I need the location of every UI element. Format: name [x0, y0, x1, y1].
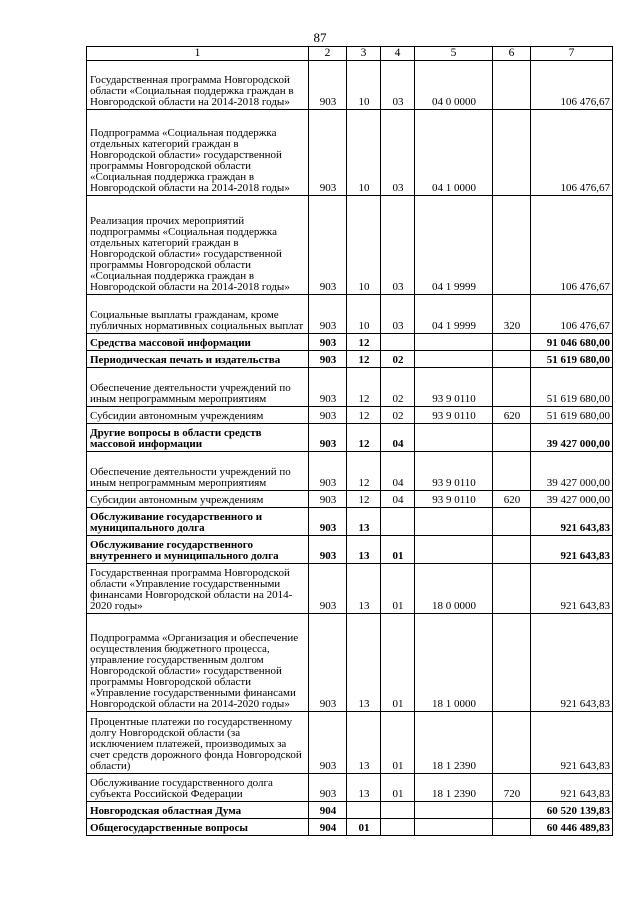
row-code-3: 13 — [347, 712, 381, 774]
row-name: Государственная программа Новгородской области «Управление государственными финансами Новгородской области на 2014-2020 годы» — [87, 564, 309, 614]
row-code-5: 18 1 0000 — [415, 614, 493, 712]
table-row — [87, 774, 613, 802]
row-code-3: 10 — [347, 110, 381, 196]
row-code-5: 04 1 0000 — [415, 110, 493, 196]
row-code-2: 903 — [309, 368, 347, 407]
row-code-2: 903 — [309, 61, 347, 110]
row-name: Субсидии автономным учреждениям — [87, 491, 309, 508]
row-code-6 — [493, 802, 531, 819]
row-amount: 51 619 680,00 — [531, 351, 613, 368]
row-code-2: 904 — [309, 802, 347, 819]
row-code-2: 903 — [309, 536, 347, 564]
table-row — [87, 536, 613, 564]
row-code-4: 01 — [381, 712, 415, 774]
row-amount: 106 476,67 — [531, 295, 613, 334]
row-code-3: 13 — [347, 536, 381, 564]
row-name: Обеспечение деятельности учреждений по иным непрограммным мероприятиям — [87, 452, 309, 491]
row-code-5: 93 9 0110 — [415, 368, 493, 407]
row-code-5: 93 9 0110 — [415, 407, 493, 424]
row-code-5 — [415, 351, 493, 368]
row-code-6 — [493, 614, 531, 712]
row-code-6: 620 — [493, 491, 531, 508]
row-code-5 — [415, 334, 493, 351]
row-code-3: 12 — [347, 351, 381, 368]
row-code-3: 10 — [347, 196, 381, 295]
header-cell: 7 — [531, 47, 613, 61]
row-code-4: 04 — [381, 424, 415, 452]
row-name: Обслуживание государственного долга субъекта Российской Федерации — [87, 774, 309, 802]
row-amount: 921 643,83 — [531, 536, 613, 564]
row-code-2: 903 — [309, 295, 347, 334]
row-code-2: 903 — [309, 614, 347, 712]
row-code-3: 12 — [347, 491, 381, 508]
row-amount: 921 643,83 — [531, 564, 613, 614]
row-name: Периодическая печать и издательства — [87, 351, 309, 368]
row-code-6 — [493, 351, 531, 368]
row-code-3: 12 — [347, 368, 381, 407]
header-cell: 2 — [309, 47, 347, 61]
table-row — [87, 452, 613, 491]
header-cell: 1 — [87, 47, 309, 61]
row-name: Процентные платежи по государственному долгу Новгородской области (за исключением платежей, производимых за счет средств дорожного фонда Новгородской области) — [87, 712, 309, 774]
row-code-4: 03 — [381, 295, 415, 334]
row-code-3: 10 — [347, 61, 381, 110]
row-code-6 — [493, 110, 531, 196]
row-code-5 — [415, 508, 493, 536]
row-code-2: 903 — [309, 491, 347, 508]
row-code-6: 620 — [493, 407, 531, 424]
row-name: Обеспечение деятельности учреждений по иным непрограммным мероприятиям — [87, 368, 309, 407]
row-code-3: 12 — [347, 334, 381, 351]
row-amount: 921 643,83 — [531, 614, 613, 712]
row-code-4: 03 — [381, 110, 415, 196]
row-amount: 60 520 139,83 — [531, 802, 613, 819]
row-code-2: 903 — [309, 452, 347, 491]
row-code-4 — [381, 508, 415, 536]
row-code-2: 903 — [309, 196, 347, 295]
row-code-2: 903 — [309, 334, 347, 351]
table-row — [87, 351, 613, 368]
table-row — [87, 564, 613, 614]
row-code-4: 02 — [381, 368, 415, 407]
table-row — [87, 295, 613, 334]
row-code-6: 320 — [493, 295, 531, 334]
row-code-6 — [493, 334, 531, 351]
row-code-5 — [415, 819, 493, 836]
row-amount: 60 446 489,83 — [531, 819, 613, 836]
row-code-4: 01 — [381, 564, 415, 614]
row-name: Другие вопросы в области средств массовой информации — [87, 424, 309, 452]
row-code-2: 904 — [309, 819, 347, 836]
header-cell: 5 — [415, 47, 493, 61]
row-code-4: 02 — [381, 351, 415, 368]
row-code-3: 12 — [347, 424, 381, 452]
row-name: Государственная программа Новгородской области «Социальная поддержка граждан в Новгородской области на 2014-2018 годы» — [87, 61, 309, 110]
table-row — [87, 491, 613, 508]
row-code-3 — [347, 802, 381, 819]
row-amount: 106 476,67 — [531, 61, 613, 110]
row-amount: 51 619 680,00 — [531, 407, 613, 424]
row-code-4: 01 — [381, 614, 415, 712]
table-row — [87, 407, 613, 424]
page-number: 87 — [313, 30, 327, 45]
table-row — [87, 424, 613, 452]
table-row — [87, 61, 613, 110]
row-amount: 39 427 000,00 — [531, 491, 613, 508]
row-name: Подпрограмма «Социальная поддержка отдельных категорий граждан в Новгородской области» государственной программы Новгородской области «Социальная поддержка граждан в Новгородской области на 2014-2018 годы» — [87, 110, 309, 196]
header-cell: 6 — [493, 47, 531, 61]
row-code-5: 18 0 0000 — [415, 564, 493, 614]
row-name: Обслуживание государственного и муниципального долга — [87, 508, 309, 536]
row-amount: 91 046 680,00 — [531, 334, 613, 351]
row-code-3: 13 — [347, 508, 381, 536]
row-amount: 39 427 000,00 — [531, 452, 613, 491]
row-name: Обслуживание государственного внутреннего и муниципального долга — [87, 536, 309, 564]
row-code-6 — [493, 536, 531, 564]
table-row — [87, 508, 613, 536]
table-row — [87, 614, 613, 712]
row-code-3: 13 — [347, 774, 381, 802]
row-code-5: 18 1 2390 — [415, 774, 493, 802]
row-code-5 — [415, 802, 493, 819]
row-code-2: 903 — [309, 110, 347, 196]
row-code-5: 04 1 9999 — [415, 295, 493, 334]
row-code-6: 720 — [493, 774, 531, 802]
row-name: Подпрограмма «Организация и обеспечение осуществления бюджетного процесса, управление государственным долгом Новгородской области» государственной программы Новгородской области «Управление государственными финансами Новгородской области на 2014-2020 годы» — [87, 614, 309, 712]
row-code-3: 13 — [347, 614, 381, 712]
table-row — [87, 110, 613, 196]
row-name: Общегосударственные вопросы — [87, 819, 309, 836]
row-name: Реализация прочих мероприятий подпрограммы «Социальная поддержка отдельных категорий граждан в Новгородской области» государственной программы Новгородской области «Социальная поддержка граждан в Новгородской области на 2014-2018 годы» — [87, 196, 309, 295]
row-code-4 — [381, 819, 415, 836]
header-cell: 4 — [381, 47, 415, 61]
row-amount: 39 427 000,00 — [531, 424, 613, 452]
table-row — [87, 712, 613, 774]
row-code-2: 903 — [309, 712, 347, 774]
row-code-3: 12 — [347, 452, 381, 491]
row-code-4: 04 — [381, 491, 415, 508]
row-code-4 — [381, 334, 415, 351]
row-amount: 921 643,83 — [531, 508, 613, 536]
row-code-2: 903 — [309, 424, 347, 452]
table-row — [87, 334, 613, 351]
row-code-3: 10 — [347, 295, 381, 334]
row-code-5: 18 1 2390 — [415, 712, 493, 774]
budget-table — [86, 46, 613, 836]
row-code-4: 03 — [381, 196, 415, 295]
row-code-2: 903 — [309, 774, 347, 802]
row-code-6 — [493, 508, 531, 536]
row-name: Субсидии автономным учреждениям — [87, 407, 309, 424]
header-cell: 3 — [347, 47, 381, 61]
table-row — [87, 368, 613, 407]
table-row — [87, 819, 613, 836]
row-code-6 — [493, 196, 531, 295]
row-code-4: 04 — [381, 452, 415, 491]
row-code-6 — [493, 819, 531, 836]
row-amount: 106 476,67 — [531, 196, 613, 295]
row-code-4 — [381, 802, 415, 819]
table-row — [87, 196, 613, 295]
row-amount: 51 619 680,00 — [531, 368, 613, 407]
header-row — [87, 47, 613, 61]
row-code-2: 903 — [309, 564, 347, 614]
row-code-5: 93 9 0110 — [415, 452, 493, 491]
row-code-4: 02 — [381, 407, 415, 424]
row-name: Средства массовой информации — [87, 334, 309, 351]
row-code-4: 01 — [381, 774, 415, 802]
row-code-5 — [415, 424, 493, 452]
row-code-6 — [493, 368, 531, 407]
row-code-5: 04 0 0000 — [415, 61, 493, 110]
row-code-2: 903 — [309, 351, 347, 368]
row-name: Новгородская областная Дума — [87, 802, 309, 819]
row-amount: 921 643,83 — [531, 712, 613, 774]
row-amount: 106 476,67 — [531, 110, 613, 196]
row-code-6 — [493, 424, 531, 452]
row-code-6 — [493, 564, 531, 614]
row-code-4: 01 — [381, 536, 415, 564]
row-code-4: 03 — [381, 61, 415, 110]
row-code-6 — [493, 712, 531, 774]
row-code-2: 903 — [309, 407, 347, 424]
row-code-5 — [415, 536, 493, 564]
row-code-3: 12 — [347, 407, 381, 424]
row-code-3: 13 — [347, 564, 381, 614]
row-code-2: 903 — [309, 508, 347, 536]
row-code-5: 93 9 0110 — [415, 491, 493, 508]
row-code-6 — [493, 452, 531, 491]
row-code-5: 04 1 9999 — [415, 196, 493, 295]
row-amount: 921 643,83 — [531, 774, 613, 802]
row-code-3: 01 — [347, 819, 381, 836]
row-code-6 — [493, 61, 531, 110]
table-row — [87, 802, 613, 819]
row-name: Социальные выплаты гражданам, кроме публичных нормативных социальных выплат — [87, 295, 309, 334]
